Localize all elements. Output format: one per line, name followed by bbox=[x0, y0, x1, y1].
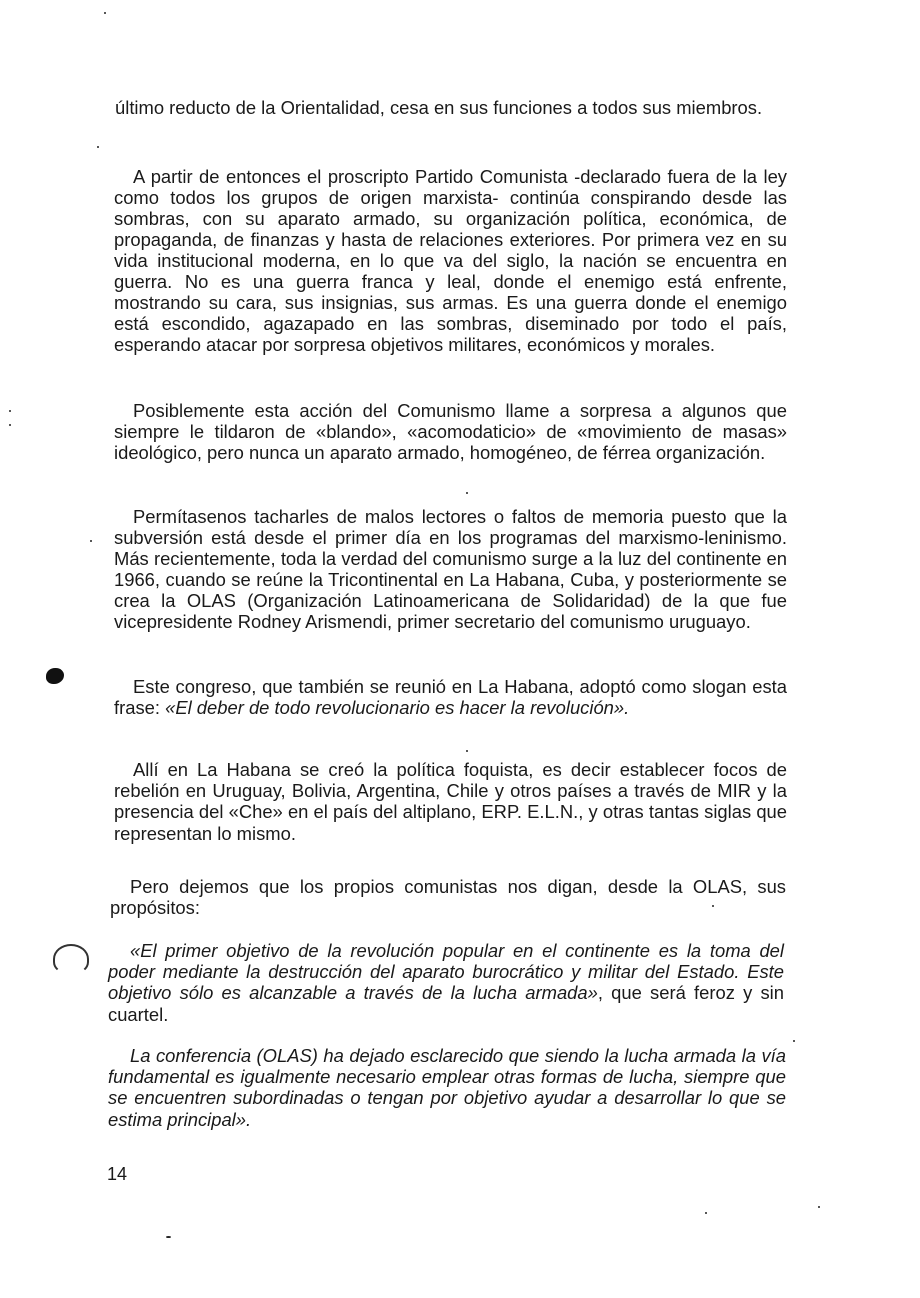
speck bbox=[90, 540, 92, 542]
paragraph-4: Permítasenos tacharles de malos lectores o faltos de memoria puesto que la subversión está desde el primer día en los programas del marxismo-leninismo. Más recientemente, toda la verdad del comunismo surge a la luz del continente en 1966, cuando se reúne la Tricontinental en La Habana, Cuba, y posteriormente se crea la OLAS (Organización Latinoamericana de Solidaridad) de la que fue vicepresidente Rodney Arismendi, primer secretario del comunismo uruguayo. bbox=[114, 506, 787, 632]
speck bbox=[818, 1206, 820, 1208]
paragraph-3: Posiblemente esta acción del Comunismo llame a sorpresa a algunos que siempre le tildaron de «blando», «acomodaticio» de «movimiento de masas» ideológico, pero nunca un aparato armado, homogéneo, de férrea organización. bbox=[114, 400, 787, 464]
page-number: 14 bbox=[107, 1164, 128, 1184]
paragraph-6: Allí en La Habana se creó la política foquista, es decir establecer focos de rebelión en Uruguay, Bolivia, Argentina, Chile y otros países a través de MIR y la presencia del «Che» en el país del altiplano, ERP. E.L.N., y otras tantas siglas que representan lo mismo. bbox=[114, 759, 787, 844]
olas-quote-2: La conferencia (OLAS) ha dejado esclarecido que siendo la lucha armada la vía fundamental es igualmente necesario emplear otras formas de lucha, siempre que se encuentren subordinadas o tengan por objetivo ayudar a desarrollar lo que se estima principal». bbox=[108, 1045, 786, 1130]
paragraph-5 bbox=[114, 676, 787, 718]
paragraph-2: A partir de entonces el proscripto Partido Comunista -declarado fuera de la ley como todos los grupos de origen marxista- continúa conspirando desde las sombras, con su aparato armado, su organización política, económica, de propaganda, de finanzas y hasta de relaciones exteriores. Por primera vez en su vida institucional moderna, en lo que va del siglo, la nación se encuentra en guerra. No es una guerra franca y leal, donde el enemigo está enfrente, mostrando su cara, sus insignias, sus armas. Es una guerra donde el enemigo está escondido, agazapado en las sombras, diseminado por todo el país, esperando atacar por sorpresa objetivos militares, económicos y morales. bbox=[114, 166, 787, 355]
olas-quote-1 bbox=[108, 940, 784, 1025]
olas-quote-tail: , que será feroz y sin cuartel. bbox=[108, 982, 784, 1025]
speck bbox=[97, 146, 99, 148]
congress-slogan: «El deber de todo revolucionario es hacer la revolución». bbox=[165, 697, 630, 719]
paragraph-7: Pero dejemos que los propios comunistas nos digan, desde la OLAS, sus propósitos: bbox=[110, 876, 786, 919]
speck bbox=[104, 12, 106, 14]
olas-quote-italic: «El primer objetivo de la revolución popular en el continente es la toma del poder mediante la destrucción del aparato burocrático y militar del Estado. Este objetivo sólo es alcanzable a través de la lucha armada» bbox=[108, 940, 784, 1004]
paragraph-1: último reducto de la Orientalidad, cesa en sus funciones a todos sus miembros. bbox=[115, 97, 763, 118]
speck bbox=[9, 424, 11, 426]
speck bbox=[9, 410, 11, 412]
speck bbox=[466, 750, 468, 752]
congress-text: Este congreso, que también se reunió en La Habana, adoptó como slogan esta frase: bbox=[114, 676, 787, 719]
speck bbox=[712, 905, 714, 907]
ink-ring-mark bbox=[53, 944, 89, 974]
speck bbox=[166, 1236, 171, 1238]
ink-blot bbox=[46, 668, 64, 684]
speck bbox=[793, 1040, 795, 1042]
speck bbox=[466, 492, 468, 494]
speck bbox=[705, 1212, 707, 1214]
